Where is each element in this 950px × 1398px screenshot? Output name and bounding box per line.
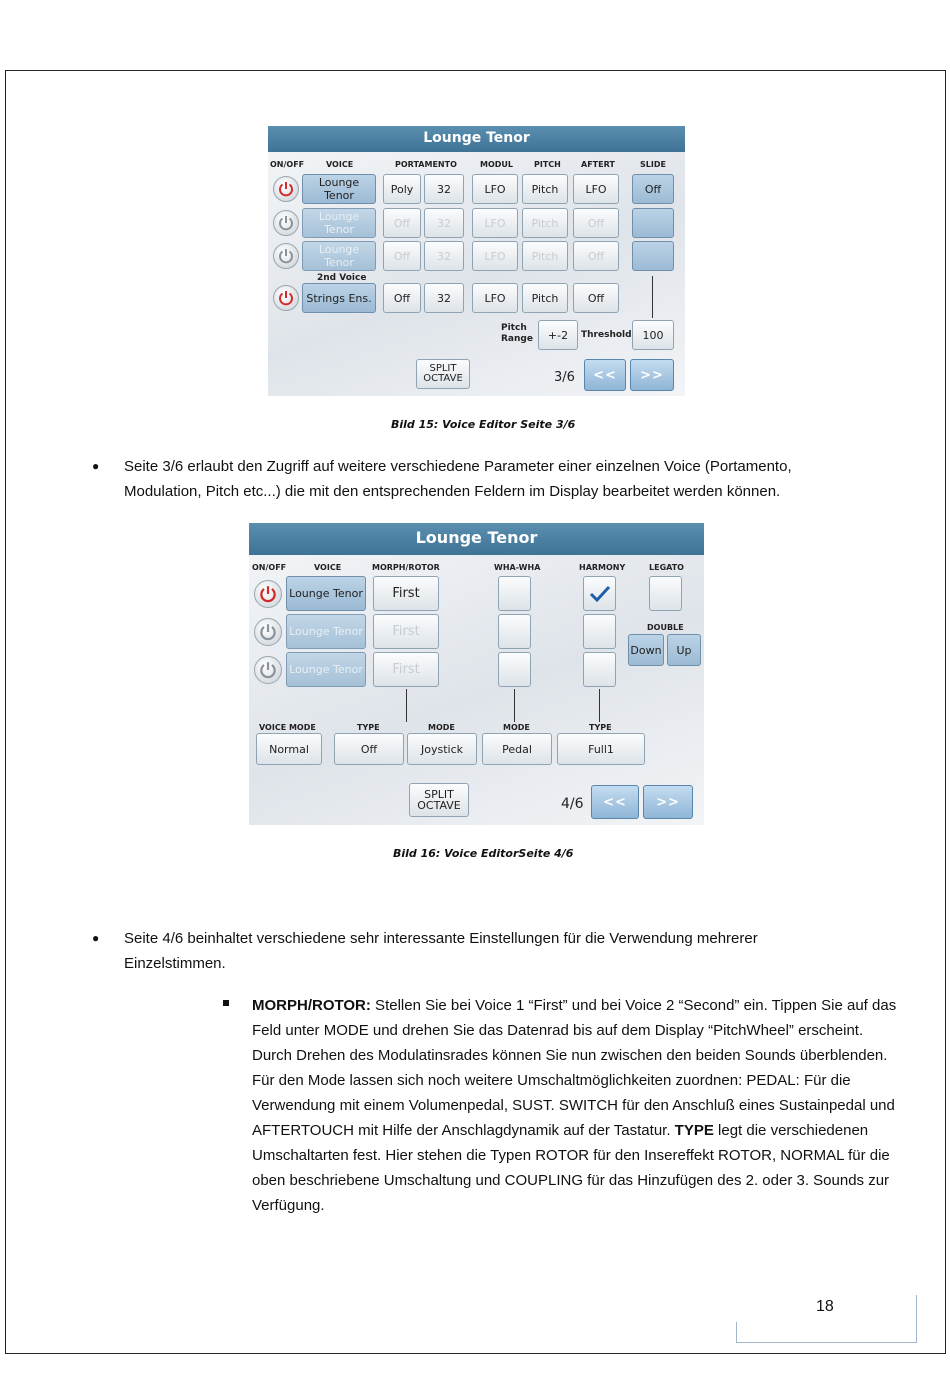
header-mode: MODE [503,723,530,732]
power-toggle[interactable] [254,618,282,646]
slide-button[interactable] [632,208,674,238]
header-slide: SLIDE [640,160,666,169]
paragraph: Seite 3/6 erlaubt den Zugriff auf weitere verschiedene Parameter einer einzelnen Voice (Portamento, Modulation, Pitch etc...) die mit den entsprechenden Feldern im Display bearbeitet werden können. [124,458,792,500]
harmony-checkbox[interactable] [583,614,616,649]
morph-button[interactable]: First [373,652,439,687]
voice-button[interactable]: Lounge Tenor [286,614,366,649]
type-button[interactable]: Off [334,733,404,765]
figure-caption: Bild 16: Voice EditorSeite 4/6 [393,847,574,860]
harmony-checkbox[interactable] [583,576,616,611]
wha-wha-checkbox[interactable] [498,576,531,611]
slide-button[interactable]: Off [632,174,674,204]
second-voice-label: 2nd Voice [317,273,367,283]
pitch-button[interactable]: Pitch [522,208,568,238]
morph-rotor-paragraph: MORPH/ROTOR: Stellen Sie bei Voice 1 “First” und bei Voice 2 “Second” ein. Tippen Sie auf das Feld unter MODE und drehen Sie das Datenrad bis auf dem Display “PitchWheel” erscheint. Durch Drehen des Modulatinsrades können Sie nun zwischen den beiden Sounds überblenden. Für den Mode lassen sich noch weitere Umschaltmöglichkeiten zuordnen: PEDAL: Für die Verwendung mit einem Volumenpedal, SUST. SWITCH für den Anschluß eines Sustainpedal und AFTERTOUCH mit Hilfe der Anschlagdynamik auf der Tastatur. TYPE legt die verschiedenen Umschaltarten fest. Hier stehen die Typen ROTOR für den Insereffekt ROTOR, NORMAL für die oben beschriebene Umschaltung und COUPLING für das Hinzufügen des 2. oder 3. Sounds zur Verfügung. [252,997,897,1214]
aftert-button[interactable]: LFO [573,174,619,204]
power-on-icon [258,584,278,604]
header-mode: MODE [428,723,455,732]
modul-button[interactable]: LFO [472,208,518,238]
portamento-mode[interactable]: Poly [383,174,421,204]
page-number: 18 [816,1298,834,1315]
header-modul: MODUL [480,160,513,169]
slide-button[interactable] [632,241,674,271]
power-toggle[interactable] [273,243,299,269]
pitch-button[interactable]: Pitch [522,174,568,204]
next-page-button[interactable]: >> [630,359,674,391]
screen-title: Lounge Tenor [249,523,704,555]
bullet-dot: ● [92,459,100,473]
pitch-button[interactable]: Pitch [522,241,568,271]
bullet-dot: ● [92,931,100,945]
screen-title: Lounge Tenor [268,126,685,152]
threshold-button[interactable]: 100 [632,320,674,350]
aftert-button[interactable]: Off [573,208,619,238]
voice-button[interactable]: Lounge Tenor [302,208,376,238]
header-type: TYPE [357,723,380,732]
portamento-mode[interactable]: Off [383,241,421,271]
modul-button[interactable]: LFO [472,241,518,271]
voice-button[interactable]: Lounge Tenor [286,576,366,611]
split-octave-button[interactable]: SPLIT OCTAVE [416,359,470,389]
portamento-value[interactable]: 32 [424,208,464,238]
check-icon [588,584,612,604]
voice-editor-screen-4 [249,523,704,825]
header-type: TYPE [589,723,612,732]
figure-caption: Bild 15: Voice Editor Seite 3/6 [391,418,576,431]
pitch-button[interactable]: Pitch [522,283,568,313]
aftert-button[interactable]: Off [573,283,619,313]
power-toggle[interactable] [273,210,299,236]
page-indicator: 4/6 [561,796,584,812]
square-bullet [223,1000,229,1006]
voice-editor-screen-3 [268,126,685,396]
power-off-icon [277,247,295,265]
voice-button[interactable]: Lounge Tenor [302,174,376,204]
portamento-mode[interactable]: Off [383,283,421,313]
voice-mode-button[interactable]: Normal [256,733,322,765]
portamento-value[interactable]: 32 [424,283,464,313]
morph-button[interactable]: First [373,576,439,611]
power-toggle[interactable] [254,580,282,608]
paragraph: Seite 4/6 beinhaltet verschiedene sehr interessante Einstellungen für die Verwendung mehrerer Einzelstimmen. [124,930,758,972]
modul-button[interactable]: LFO [472,283,518,313]
power-toggle[interactable] [273,176,299,202]
header-onoff: ON/OFF [270,160,305,169]
harmony-checkbox[interactable] [583,652,616,687]
prev-page-button[interactable]: << [591,785,639,819]
legato-checkbox[interactable] [649,576,682,611]
type-label: TYPE [674,1122,714,1139]
type-button[interactable]: Full1 [557,733,645,765]
aftert-button[interactable]: Off [573,241,619,271]
header-onoff: ON/OFF [252,563,287,572]
split-octave-button[interactable]: SPLIT OCTAVE [409,783,469,817]
header-voice: VOICE [326,160,354,169]
page-indicator: 3/6 [554,370,575,385]
mode-button[interactable]: Joystick [407,733,477,765]
harmony-connector [599,689,600,722]
header-wha-wha: WHA-WHA [494,563,541,572]
voice-button[interactable]: Lounge Tenor [286,652,366,687]
page-number-box-left [736,1322,737,1342]
header-legato: LEGATO [649,563,684,572]
power-off-icon [258,660,278,680]
portamento-value[interactable]: 32 [424,174,464,204]
double-label: DOUBLE [647,623,684,632]
morph-rotor-label: MORPH/ROTOR: [252,997,371,1014]
header-pitch: PITCH [534,160,561,169]
next-page-button[interactable]: >> [643,785,693,819]
power-on-icon [277,180,295,198]
wha-wha-checkbox[interactable] [498,652,531,687]
portamento-value[interactable]: 32 [424,241,464,271]
pitch-range-label: Pitch Range [501,323,533,344]
morph-connector [406,689,407,722]
header-portamento: PORTAMENTO [395,160,457,169]
power-on-icon [277,289,295,307]
double-down-button[interactable]: Down [628,634,664,666]
slide-connector [652,276,653,318]
mode-button[interactable]: Pedal [482,733,552,765]
voice-button[interactable]: Lounge Tenor [302,241,376,271]
header-harmony: HARMONY [579,563,626,572]
power-off-icon [277,214,295,232]
second-voice-button[interactable]: Strings Ens. [302,283,376,313]
power-off-icon [258,622,278,642]
portamento-mode[interactable]: Off [383,208,421,238]
header-morph-rotor: MORPH/ROTOR [372,563,440,572]
double-up-button[interactable]: Up [667,634,701,666]
power-toggle[interactable] [254,656,282,684]
prev-page-button[interactable]: << [584,359,626,391]
header-aftert: AFTERT [581,160,615,169]
header-voice-mode: VOICE MODE [259,723,316,732]
morph-button[interactable]: First [373,614,439,649]
power-toggle[interactable] [273,285,299,311]
pitch-range-button[interactable]: +-2 [538,320,578,350]
header-voice: VOICE [314,563,342,572]
wha-wha-checkbox[interactable] [498,614,531,649]
modul-button[interactable]: LFO [472,174,518,204]
wha-wha-connector [514,689,515,722]
threshold-label: Threshold [581,330,632,340]
